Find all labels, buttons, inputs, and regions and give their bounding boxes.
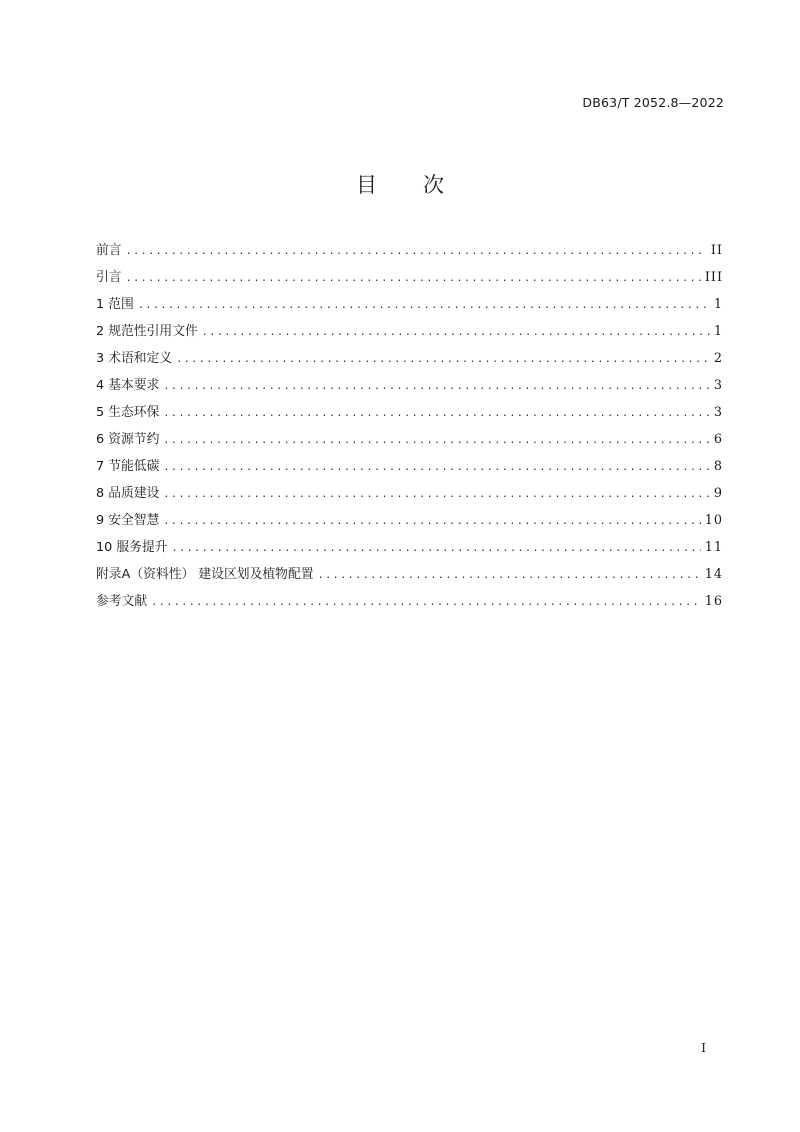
toc-entry-energy-saving[interactable] <box>96 457 723 484</box>
toc-entry-terms-definitions[interactable] <box>96 349 723 376</box>
title-char-2: 次 <box>423 173 444 197</box>
toc-entry-label: 8 品质建设 <box>96 486 160 501</box>
toc-entry-page: 16 <box>704 594 723 609</box>
toc-leader-dots <box>163 431 709 451</box>
toc-entry-label: 4 基本要求 <box>96 378 160 393</box>
toc-entry-page: 3 <box>713 378 723 393</box>
toc-entry-page: 2 <box>713 351 723 366</box>
toc-leader-dots <box>163 512 700 532</box>
toc-entry-quality-construction[interactable] <box>96 484 723 511</box>
toc-entry-label: 10 服务提升 <box>96 540 168 555</box>
toc-entry-page: 6 <box>713 432 723 447</box>
toc-leader-dots <box>126 242 707 262</box>
toc-entry-label: 2 规范性引用文件 <box>96 324 198 339</box>
toc-leader-dots <box>138 296 710 316</box>
toc-entry-page: II <box>710 243 723 258</box>
toc-entry-page: III <box>704 270 723 285</box>
toc-leader-dots <box>176 350 710 370</box>
toc-entry-page: 1 <box>713 324 723 339</box>
toc-entry-foreword[interactable] <box>96 241 723 268</box>
toc-entry-page: 10 <box>704 513 723 528</box>
toc-entry-page: 11 <box>704 540 723 555</box>
toc-entry-label: 9 安全智慧 <box>96 513 160 528</box>
toc-entry-label: 6 资源节约 <box>96 432 160 447</box>
toc-leader-dots <box>172 539 701 559</box>
toc-entry-resource-conservation[interactable] <box>96 430 723 457</box>
page-title <box>0 169 800 199</box>
toc-leader-dots <box>318 566 701 586</box>
toc-leader-dots <box>163 458 709 478</box>
table-of-contents <box>96 241 723 619</box>
toc-leader-dots <box>126 269 701 289</box>
toc-entry-label: 参考文献 <box>96 594 148 609</box>
toc-leader-dots <box>151 593 701 613</box>
toc-entry-page: 9 <box>713 486 723 501</box>
toc-entry-page: 8 <box>713 459 723 474</box>
toc-entry-basic-requirements[interactable] <box>96 376 723 403</box>
page-number: I <box>701 1041 706 1055</box>
toc-entry-label: 引言 <box>96 270 122 285</box>
toc-entry-page: 14 <box>704 567 723 582</box>
toc-entry-scope[interactable] <box>96 295 723 322</box>
toc-entry-safety-smart[interactable] <box>96 511 723 538</box>
toc-entry-label: 3 术语和定义 <box>96 351 173 366</box>
toc-leader-dots <box>163 404 709 424</box>
title-char-1: 目 <box>356 173 377 197</box>
toc-entry-label: 附录A（资料性） 建设区划及植物配置 <box>96 567 314 582</box>
toc-leader-dots <box>163 377 709 397</box>
toc-leader-dots <box>202 323 710 343</box>
toc-entry-page: 3 <box>713 405 723 420</box>
toc-entry-introduction[interactable] <box>96 268 723 295</box>
toc-entry-normative-references[interactable] <box>96 322 723 349</box>
toc-entry-service-improvement[interactable] <box>96 538 723 565</box>
toc-entry-page: 1 <box>713 297 723 312</box>
toc-entry-label: 7 节能低碳 <box>96 459 160 474</box>
toc-entry-label: 前言 <box>96 243 122 258</box>
toc-entry-bibliography[interactable] <box>96 592 723 619</box>
toc-entry-label: 5 生态环保 <box>96 405 160 420</box>
toc-leader-dots <box>163 485 709 505</box>
toc-entry-appendix-a[interactable] <box>96 565 723 592</box>
toc-entry-label: 1 范围 <box>96 297 134 312</box>
toc-entry-ecological-protection[interactable] <box>96 403 723 430</box>
document-code: DB63/T 2052.8—2022 <box>582 95 724 110</box>
